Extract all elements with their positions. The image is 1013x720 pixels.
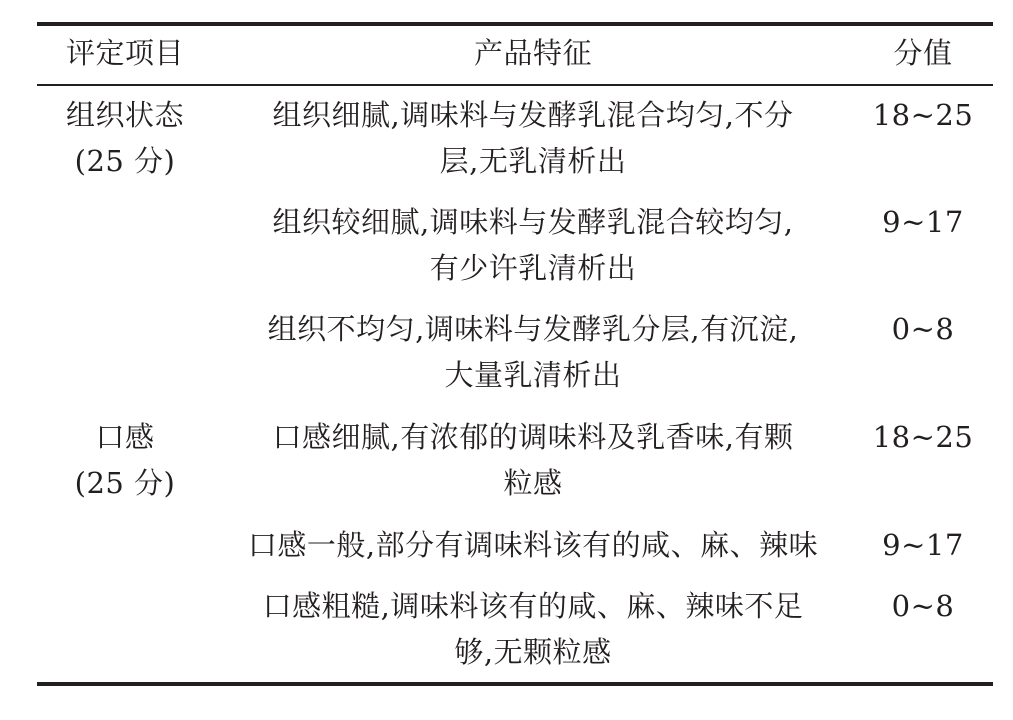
header-item: 评定项目 xyxy=(65,36,184,70)
feature-line1: 组织细腻,调味料与发酵乳混合均匀,不分 xyxy=(272,98,794,132)
header-feature: 产品特征 xyxy=(473,36,592,70)
feature-line1: 口感粗糙,调味料该有的咸、麻、辣味不足 xyxy=(262,589,804,623)
score-value: 9~17 xyxy=(882,528,964,562)
header-score: 分值 xyxy=(893,36,953,70)
feature-line1: 组织较细腻,调味料与发酵乳混合较均匀, xyxy=(272,205,794,239)
feature-line2: 够,无颗粒感 xyxy=(454,635,612,669)
group-label-line2: (25 分) xyxy=(74,144,176,178)
group-label-line1: 口感 xyxy=(95,420,155,454)
table-top-rule xyxy=(37,22,993,26)
feature-line2: 有少许乳清析出 xyxy=(429,251,637,285)
score-value: 0~8 xyxy=(891,589,955,623)
score-value: 18~25 xyxy=(872,420,974,454)
score-value: 9~17 xyxy=(882,205,964,239)
feature-line1: 组织不均匀,调味料与发酵乳分层,有沉淀, xyxy=(267,312,799,346)
table-row xyxy=(213,92,853,184)
table-row xyxy=(213,414,853,506)
table-row xyxy=(213,199,853,291)
table-row xyxy=(213,522,853,568)
feature-line1: 口感细腻,有浓郁的调味料及乳香味,有颗 xyxy=(272,420,794,454)
group-label-line1: 组织状态 xyxy=(65,98,184,132)
evaluation-table xyxy=(37,22,993,686)
feature-line2: 大量乳清析出 xyxy=(444,358,622,392)
table-row xyxy=(213,583,853,675)
table-header-rule xyxy=(37,84,993,86)
group-label-texture xyxy=(37,92,213,184)
score-value: 18~25 xyxy=(872,98,974,132)
group-label-line2: (25 分) xyxy=(74,466,176,500)
score-value: 0~8 xyxy=(891,312,955,346)
table-row xyxy=(213,306,853,398)
feature-line2: 层,无乳清析出 xyxy=(439,144,627,178)
group-label-mouthfeel xyxy=(37,414,213,506)
feature-line1: 口感一般,部分有调味料该有的咸、麻、辣味 xyxy=(247,528,819,562)
feature-line2: 粒感 xyxy=(503,466,563,500)
table-bottom-rule xyxy=(37,682,993,686)
